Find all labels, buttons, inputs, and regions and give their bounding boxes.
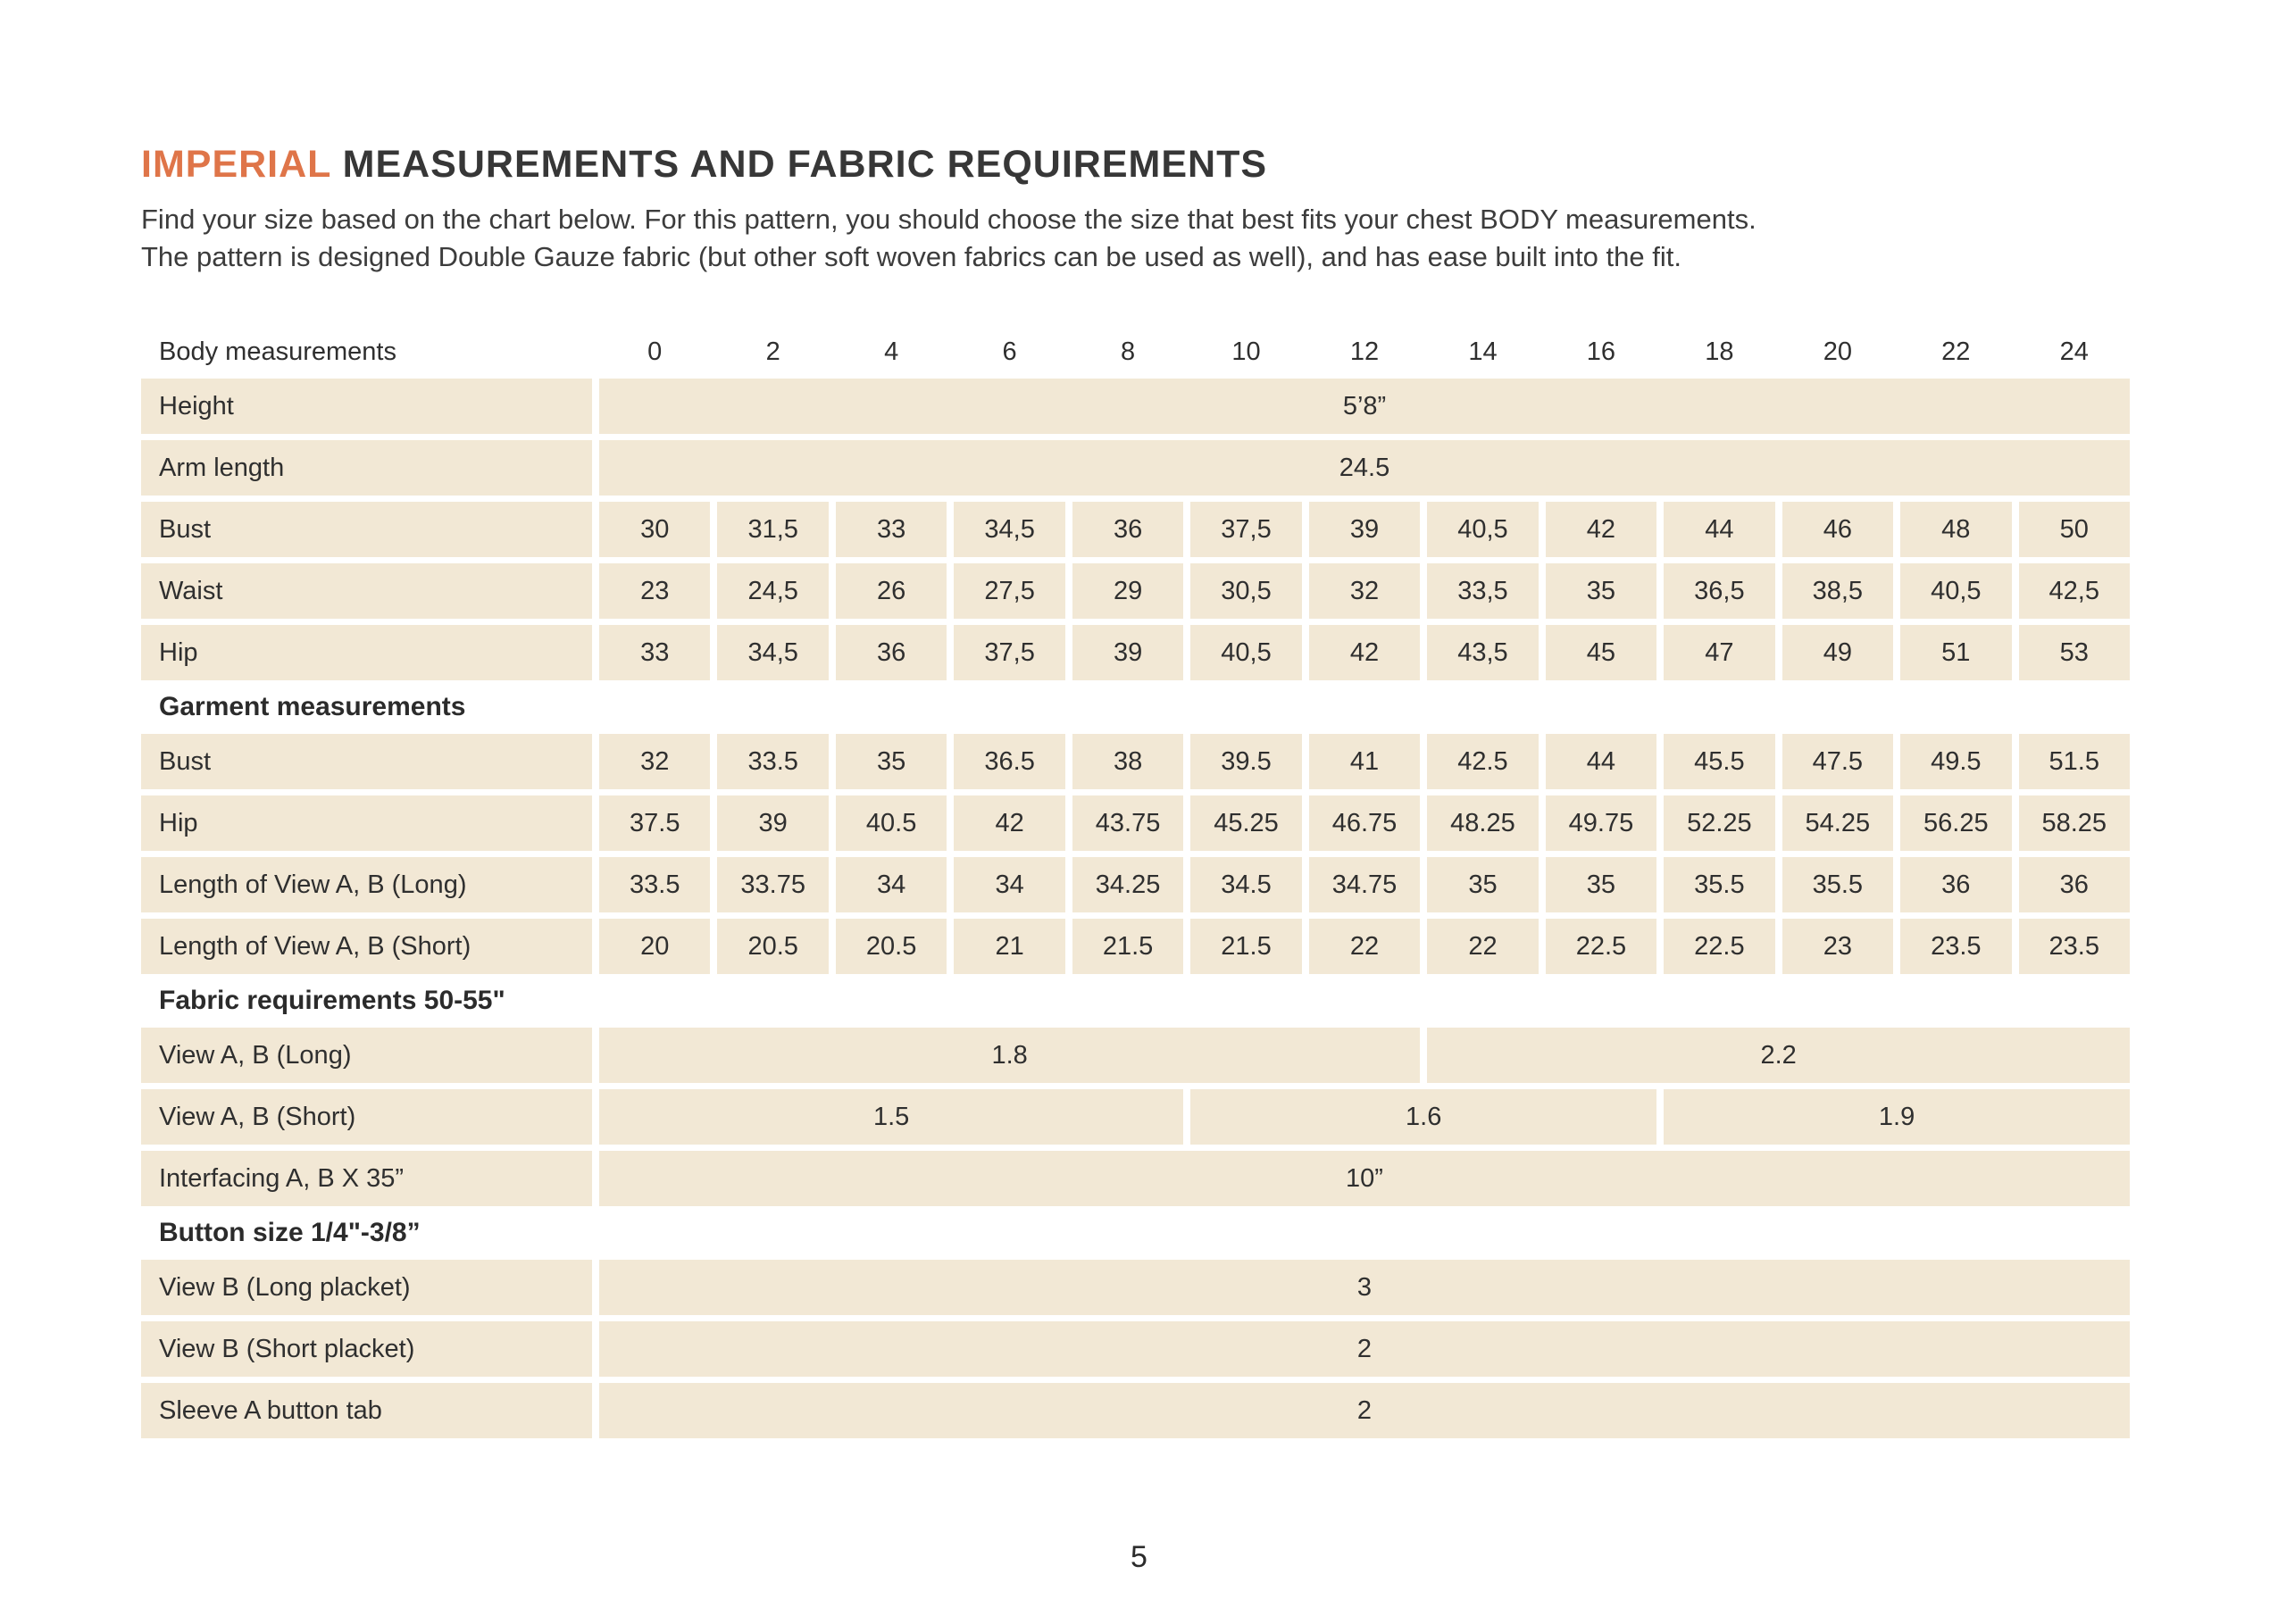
value-cell: 37,5 xyxy=(1190,502,1301,557)
value-cell: 44 xyxy=(1664,502,1774,557)
merged-value-cell: 2.2 xyxy=(1427,1028,2130,1083)
size-column-header: 22 xyxy=(1941,337,1971,366)
value-cell: 36.5 xyxy=(954,734,1064,789)
value-cell: 33.5 xyxy=(599,857,710,912)
value-cell: 34.25 xyxy=(1072,857,1183,912)
value-cell: 22.5 xyxy=(1664,919,1774,974)
page-number: 5 xyxy=(1131,1540,1147,1574)
value-cell: 23.5 xyxy=(1900,919,2011,974)
value-cell: 42 xyxy=(1546,502,1656,557)
section-header: Fabric requirements 50-55" xyxy=(159,986,505,1015)
value-cell: 35 xyxy=(1546,563,1656,619)
value-cell: 34.5 xyxy=(1190,857,1301,912)
value-cell: 46.75 xyxy=(1309,795,1420,851)
row-label: Arm length xyxy=(141,440,592,496)
value-cell: 33.75 xyxy=(717,857,828,912)
value-cell: 52.25 xyxy=(1664,795,1774,851)
intro-line-1: Find your size based on the chart below. For this pattern, you should choose the size that best fits your chest BODY measurements. xyxy=(141,204,1756,235)
size-column-header: 14 xyxy=(1468,337,1498,366)
value-cell: 35 xyxy=(836,734,947,789)
value-cell: 30,5 xyxy=(1190,563,1301,619)
value-cell: 36 xyxy=(836,625,947,680)
row-label: Bust xyxy=(141,502,592,557)
value-cell: 29 xyxy=(1072,563,1183,619)
merged-value-cell: 10” xyxy=(599,1151,2130,1206)
value-cell: 27,5 xyxy=(954,563,1064,619)
value-cell: 32 xyxy=(599,734,710,789)
row-label: Hip xyxy=(141,625,592,680)
value-cell: 26 xyxy=(836,563,947,619)
value-cell: 42.5 xyxy=(1427,734,1538,789)
row-label: Length of View A, B (Long) xyxy=(141,857,592,912)
value-cell: 45.25 xyxy=(1190,795,1301,851)
value-cell: 30 xyxy=(599,502,710,557)
size-column-header: 12 xyxy=(1349,337,1380,366)
value-cell: 22.5 xyxy=(1546,919,1656,974)
page-title-rest: MEASUREMENTS AND FABRIC REQUIREMENTS xyxy=(330,143,1268,186)
value-cell: 33.5 xyxy=(717,734,828,789)
value-cell: 39 xyxy=(1072,625,1183,680)
value-cell: 51 xyxy=(1900,625,2011,680)
size-column-header: 8 xyxy=(1121,337,1136,366)
row-label: Waist xyxy=(141,563,592,619)
size-column-header: 0 xyxy=(647,337,663,366)
value-cell: 35 xyxy=(1546,857,1656,912)
value-cell: 35.5 xyxy=(1782,857,1893,912)
value-cell: 40,5 xyxy=(1900,563,2011,619)
size-column-header: 24 xyxy=(2059,337,2089,366)
size-column-header: 10 xyxy=(1231,337,1261,366)
value-cell: 40,5 xyxy=(1190,625,1301,680)
value-cell: 33,5 xyxy=(1427,563,1538,619)
value-cell: 42 xyxy=(954,795,1064,851)
value-cell: 22 xyxy=(1427,919,1538,974)
row-label: Length of View A, B (Short) xyxy=(141,919,592,974)
value-cell: 47.5 xyxy=(1782,734,1893,789)
merged-value-cell: 2 xyxy=(599,1321,2130,1377)
value-cell: 34,5 xyxy=(717,625,828,680)
merged-value-cell: 2 xyxy=(599,1383,2130,1438)
merged-value-cell: 3 xyxy=(599,1260,2130,1315)
value-cell: 20.5 xyxy=(717,919,828,974)
value-cell: 34.75 xyxy=(1309,857,1420,912)
value-cell: 24,5 xyxy=(717,563,828,619)
value-cell: 20 xyxy=(599,919,710,974)
intro-paragraph xyxy=(141,201,2137,276)
size-column-header: 18 xyxy=(1705,337,1734,366)
size-column-header: 20 xyxy=(1823,337,1852,366)
value-cell: 49.5 xyxy=(1900,734,2011,789)
value-cell: 23 xyxy=(1782,919,1893,974)
value-cell: 36 xyxy=(1072,502,1183,557)
value-cell: 23.5 xyxy=(2019,919,2130,974)
value-cell: 49 xyxy=(1782,625,1893,680)
row-label: View B (Short placket) xyxy=(141,1321,592,1377)
value-cell: 40,5 xyxy=(1427,502,1538,557)
value-cell: 34,5 xyxy=(954,502,1064,557)
value-cell: 31,5 xyxy=(717,502,828,557)
value-cell: 48.25 xyxy=(1427,795,1538,851)
value-cell: 37,5 xyxy=(954,625,1064,680)
value-cell: 33 xyxy=(599,625,710,680)
value-cell: 39 xyxy=(1309,502,1420,557)
value-cell: 49.75 xyxy=(1546,795,1656,851)
merged-value-cell: 24.5 xyxy=(599,440,2130,496)
value-cell: 33 xyxy=(836,502,947,557)
size-column-header: 2 xyxy=(765,337,780,366)
merged-value-cell: 1.8 xyxy=(599,1028,1420,1083)
value-cell: 22 xyxy=(1309,919,1420,974)
page-content xyxy=(141,143,2137,1438)
value-cell: 21.5 xyxy=(1190,919,1301,974)
value-cell: 20.5 xyxy=(836,919,947,974)
merged-value-cell: 1.6 xyxy=(1190,1089,1656,1145)
value-cell: 50 xyxy=(2019,502,2130,557)
value-cell: 45 xyxy=(1546,625,1656,680)
value-cell: 53 xyxy=(2019,625,2130,680)
value-cell: 58.25 xyxy=(2019,795,2130,851)
row-label: Bust xyxy=(141,734,592,789)
value-cell: 46 xyxy=(1782,502,1893,557)
value-cell: 54.25 xyxy=(1782,795,1893,851)
value-cell: 23 xyxy=(599,563,710,619)
value-cell: 38 xyxy=(1072,734,1183,789)
value-cell: 39 xyxy=(717,795,828,851)
value-cell: 42 xyxy=(1309,625,1420,680)
row-label: Height xyxy=(141,379,592,434)
value-cell: 34 xyxy=(954,857,1064,912)
row-label: Interfacing A, B X 35” xyxy=(141,1151,592,1206)
page-title-highlight: IMPERIAL xyxy=(141,143,331,186)
value-cell: 34 xyxy=(836,857,947,912)
row-label: View A, B (Long) xyxy=(141,1028,592,1083)
value-cell: 38,5 xyxy=(1782,563,1893,619)
value-cell: 36 xyxy=(1900,857,2011,912)
value-cell: 42,5 xyxy=(2019,563,2130,619)
measurement-table xyxy=(141,331,2130,1438)
value-cell: 43,5 xyxy=(1427,625,1538,680)
merged-value-cell: 1.9 xyxy=(1664,1089,2130,1145)
value-cell: 32 xyxy=(1309,563,1420,619)
intro-line-2: The pattern is designed Double Gauze fabric (but other soft woven fabrics can be used as well), and has ease built into the fit. xyxy=(141,241,1681,272)
row-label: View B (Long placket) xyxy=(141,1260,592,1315)
section-header: Button size 1/4"-3/8” xyxy=(159,1218,421,1247)
value-cell: 45.5 xyxy=(1664,734,1774,789)
page-title xyxy=(141,143,2137,187)
section-header: Garment measurements xyxy=(159,692,466,721)
value-cell: 43.75 xyxy=(1072,795,1183,851)
size-column-header: 6 xyxy=(1002,337,1017,366)
row-label: View A, B (Short) xyxy=(141,1089,592,1145)
value-cell: 36 xyxy=(2019,857,2130,912)
value-cell: 37.5 xyxy=(599,795,710,851)
size-column-header: 4 xyxy=(884,337,899,366)
value-cell: 21.5 xyxy=(1072,919,1183,974)
value-cell: 41 xyxy=(1309,734,1420,789)
value-cell: 56.25 xyxy=(1900,795,2011,851)
row-label: Hip xyxy=(141,795,592,851)
merged-value-cell: 1.5 xyxy=(599,1089,1183,1145)
value-cell: 48 xyxy=(1900,502,2011,557)
value-cell: 47 xyxy=(1664,625,1774,680)
value-cell: 51.5 xyxy=(2019,734,2130,789)
table-header-body-measurements: Body measurements xyxy=(159,337,396,366)
value-cell: 40.5 xyxy=(836,795,947,851)
value-cell: 35 xyxy=(1427,857,1538,912)
value-cell: 39.5 xyxy=(1190,734,1301,789)
row-label: Sleeve A button tab xyxy=(141,1383,592,1438)
size-column-header: 16 xyxy=(1586,337,1616,366)
merged-value-cell: 5’8” xyxy=(599,379,2130,434)
value-cell: 21 xyxy=(954,919,1064,974)
value-cell: 36,5 xyxy=(1664,563,1774,619)
value-cell: 35.5 xyxy=(1664,857,1774,912)
value-cell: 44 xyxy=(1546,734,1656,789)
